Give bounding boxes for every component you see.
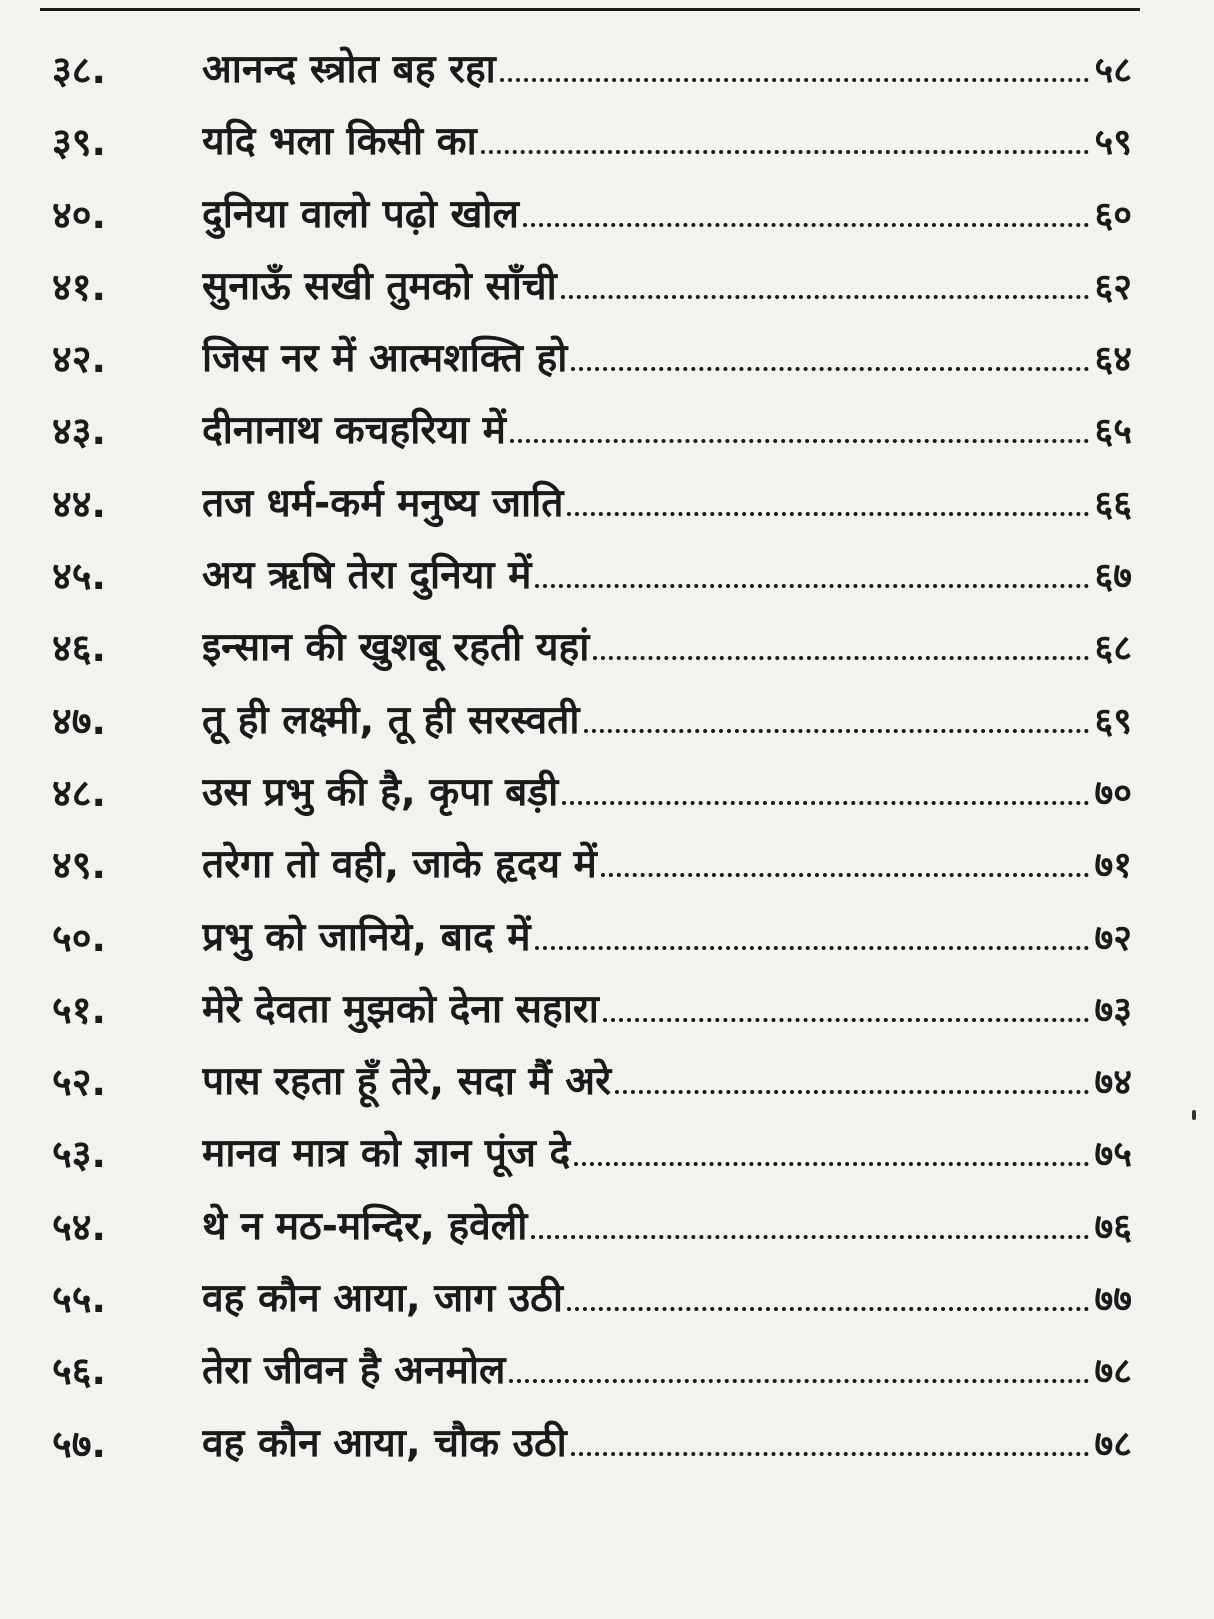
entry-title: आनन्द स्त्रोत बह रहा <box>202 47 496 92</box>
entry-number: ४९. <box>52 843 106 888</box>
entry-title: यदि भला किसी का <box>202 119 477 165</box>
dot-leader <box>500 77 1089 82</box>
entry-title: पास रहता हूँ तेरे, सदा मैं अरे <box>202 1059 612 1105</box>
toc-entry <box>0 1050 1214 1122</box>
dot-leader <box>509 1378 1088 1383</box>
entry-title: जिस नर में आत्मशक्ति हो <box>202 336 568 382</box>
entry-line <box>202 405 1132 457</box>
entry-title: अय ऋषि तेरा दुनिया में <box>202 553 532 599</box>
entry-number: ५४. <box>52 1204 106 1249</box>
entry-page-number: ६२ <box>1094 266 1132 308</box>
entry-number: ५६. <box>52 1349 106 1394</box>
entry-page-number: ७४ <box>1094 1062 1132 1104</box>
entry-title: दुनिया वालो पढ़ो खोल <box>202 191 519 237</box>
entry-title: तेरा जीवन है अनमोल <box>202 1348 506 1394</box>
entry-page-number: ६० <box>1094 194 1132 236</box>
entry-title: तू ही लक्ष्मी, तू ही सरस्वती <box>202 697 580 743</box>
toc-entry <box>0 1339 1214 1411</box>
entry-title: तरेगा तो वही, जाके हृदय में <box>202 842 597 888</box>
entry-line <box>202 478 1132 530</box>
toc-entry <box>0 255 1214 327</box>
entry-line <box>202 984 1132 1036</box>
entry-page-number: ६४ <box>1094 339 1132 381</box>
entry-number: ५०. <box>52 915 106 960</box>
entry-title: तज धर्म-कर्म मनुष्य जाति <box>202 480 564 526</box>
entry-title: मेरे देवता मुझको देना सहारा <box>202 986 599 1032</box>
dot-leader <box>567 511 1088 516</box>
entry-line <box>202 333 1132 385</box>
entry-line <box>202 912 1132 964</box>
entry-title: उस प्रभु की है, कृपा बड़ी <box>202 769 559 815</box>
dot-leader <box>531 1234 1088 1239</box>
toc-entry <box>0 183 1214 255</box>
entry-number: ४१. <box>52 264 106 309</box>
dot-leader <box>571 366 1088 371</box>
entry-number: ५३. <box>52 1132 106 1177</box>
entry-number: ४२. <box>52 337 106 382</box>
toc-entry <box>0 689 1214 761</box>
entry-line <box>202 1345 1132 1397</box>
entry-title: वह कौन आया, जाग उठी <box>202 1276 563 1322</box>
entry-page-number: ७० <box>1094 772 1132 814</box>
entry-page-number: ६६ <box>1094 483 1132 525</box>
entry-page-number: ७८ <box>1094 1351 1132 1393</box>
table-of-contents <box>0 38 1214 1484</box>
toc-entry <box>0 616 1214 688</box>
entry-number: ४५. <box>52 554 106 599</box>
toc-entry <box>0 761 1214 833</box>
entry-page-number: ६९ <box>1094 700 1132 742</box>
entry-line <box>202 1128 1132 1180</box>
entry-title: दीनानाथ कचहरिया में <box>202 408 506 454</box>
dot-leader <box>584 728 1089 733</box>
dot-leader <box>574 1161 1088 1166</box>
entry-title: मानव मात्र को ज्ञान पूंज दे <box>202 1131 571 1177</box>
entry-title: इन्सान की खुशबू रहती यहां <box>202 625 590 671</box>
entry-page-number: ६५ <box>1094 411 1132 453</box>
dot-leader <box>571 1451 1089 1456</box>
dot-leader <box>615 1089 1089 1094</box>
entry-number: ४६. <box>52 626 106 671</box>
entry-line <box>202 695 1132 747</box>
entry-line <box>202 1056 1132 1108</box>
entry-number: ४४. <box>52 481 106 526</box>
entry-line <box>202 116 1132 168</box>
entry-page-number: ७७ <box>1094 1279 1132 1321</box>
toc-entry <box>0 906 1214 978</box>
toc-entry <box>0 38 1214 110</box>
entry-title: वह कौन आया, चौक उठी <box>202 1420 567 1466</box>
toc-entry <box>0 978 1214 1050</box>
entry-number: ४०. <box>52 192 106 237</box>
entry-page-number: ६८ <box>1094 628 1132 670</box>
header-rule <box>40 8 1140 11</box>
entry-number: ३८. <box>52 48 106 92</box>
dot-leader <box>567 1306 1089 1311</box>
entry-line <box>202 1418 1132 1470</box>
entry-line <box>202 1201 1132 1253</box>
dot-leader <box>510 438 1089 443</box>
toc-entry <box>0 472 1214 544</box>
entry-line <box>202 767 1132 819</box>
dot-leader <box>535 583 1088 588</box>
dot-leader <box>601 872 1089 877</box>
dot-leader <box>523 222 1089 227</box>
dot-leader <box>603 1017 1089 1022</box>
entry-line <box>202 189 1132 241</box>
entry-page-number: ५९ <box>1094 122 1132 164</box>
toc-entry <box>0 327 1214 399</box>
entry-page-number: ७२ <box>1094 917 1132 959</box>
page-mark <box>1192 1110 1196 1120</box>
entry-page-number: ५८ <box>1094 50 1132 91</box>
entry-title: सुनाऊँ सखी तुमको साँची <box>202 263 557 309</box>
dot-leader <box>481 149 1089 154</box>
entry-number: ४८. <box>52 770 106 815</box>
toc-entry <box>0 1412 1214 1484</box>
toc-entry <box>0 544 1214 616</box>
entry-page-number: ७५ <box>1094 1134 1132 1176</box>
entry-line <box>202 261 1132 313</box>
entry-number: ३९. <box>52 120 106 165</box>
entry-line <box>202 550 1132 602</box>
toc-entry <box>0 110 1214 182</box>
dot-leader <box>593 655 1088 660</box>
entry-page-number: ७१ <box>1094 845 1132 887</box>
dot-leader <box>562 800 1088 805</box>
toc-entry <box>0 399 1214 471</box>
toc-entry <box>0 833 1214 905</box>
entry-line <box>202 44 1132 96</box>
entry-number: ५५. <box>52 1277 106 1322</box>
entry-page-number: ७३ <box>1094 989 1132 1031</box>
entry-number: ४७. <box>52 698 106 743</box>
entry-line <box>202 839 1132 891</box>
entry-page-number: ७६ <box>1094 1206 1132 1248</box>
entry-title: थे न मठ-मन्दिर, हवेली <box>202 1203 528 1249</box>
dot-leader <box>561 294 1089 299</box>
entry-title: प्रभु को जानिये, बाद में <box>202 914 531 960</box>
entry-number: ५७. <box>52 1421 106 1466</box>
dot-leader <box>535 945 1089 950</box>
entry-line <box>202 1273 1132 1325</box>
entry-page-number: ७८ <box>1094 1423 1132 1465</box>
entry-number: ५१. <box>52 987 106 1032</box>
entry-number: ४३. <box>52 409 106 454</box>
toc-entry <box>0 1267 1214 1339</box>
toc-entry <box>0 1195 1214 1267</box>
entry-page-number: ६७ <box>1094 556 1132 598</box>
entry-line <box>202 622 1132 674</box>
toc-entry <box>0 1122 1214 1194</box>
entry-number: ५२. <box>52 1060 106 1105</box>
